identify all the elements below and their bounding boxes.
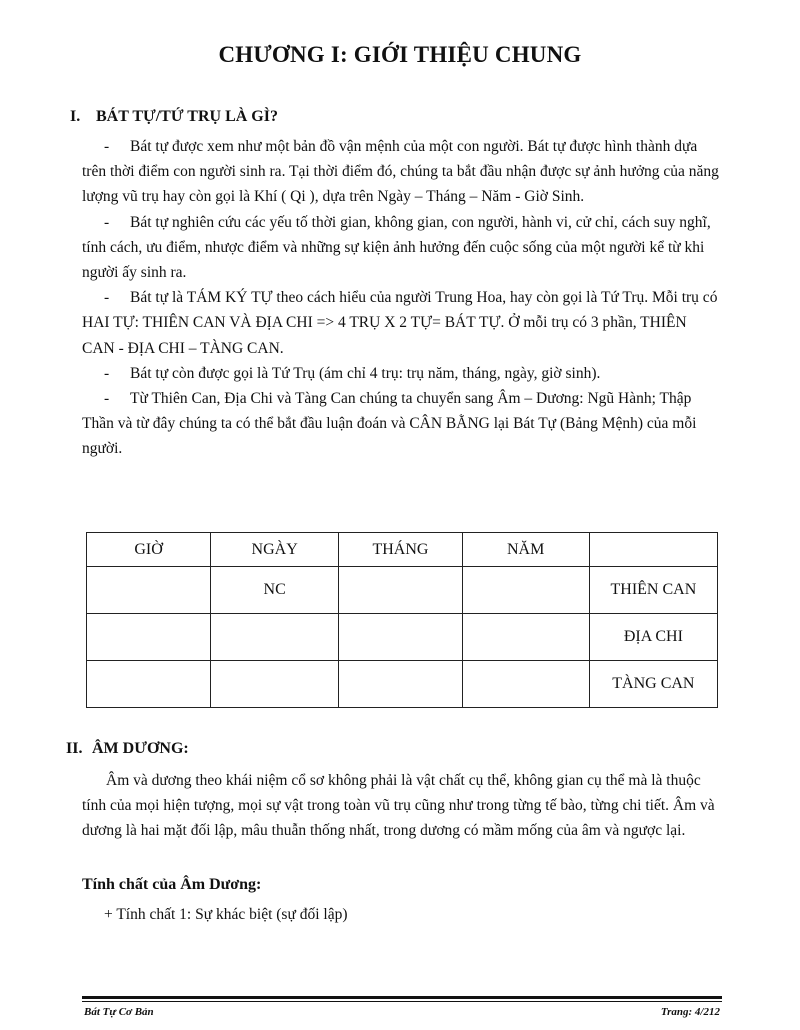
section-2-paragraph: Âm và dương theo khái niệm cổ sơ không phải là vật chất cụ thể, không gian cụ thể mà là thuộc tính của mọi hiện tượng, mọi sự vật trong toàn vũ trụ cũng như trong từng tế bào, từng chi tiết. Âm và dương là hai mặt đối lập, mâu thuẫn thống nhất, trong dương có mầm mống của âm và ngược lại.	[82, 772, 715, 840]
bullet-text: Bát tự được xem như một bản đồ vận mệnh của một con người. Bát tự được hình thành dựa trên thời điểm con người sinh ra. Tại thời điểm đó, chúng ta bắt đầu nhận được sự ảnh hưởng của năng lượng vũ trụ hay còn gọi là Khí ( Qi ), dựa trên Ngày – Tháng – Năm - Giờ Sinh.	[82, 138, 719, 206]
header-cell: NGÀY	[211, 533, 339, 567]
section-1-heading	[70, 108, 278, 126]
bullet-text: Bát tự còn được gọi là Tứ Trụ (ám chỉ 4 trụ: trụ năm, tháng, ngày, giờ sinh).	[130, 364, 601, 382]
footer-book-title: Bát Tự Cơ Bản	[84, 1006, 154, 1018]
table-cell	[87, 661, 211, 708]
bullet-paragraph: - Bát tự được xem như một bản đồ vận mệnh của một con người. Bát tự được hình thành dựa trên thời điểm con người sinh ra. Tại thời điểm đó, chúng ta bắt đầu nhận được sự ảnh hưởng của năng lượng vũ trụ hay còn gọi là Khí ( Qi ), dựa trên Ngày – Tháng – Năm - Giờ Sinh.	[82, 138, 719, 206]
header-cell: NĂM	[462, 533, 589, 567]
row-label-cell: ĐỊA CHI	[589, 614, 717, 661]
section-2-title: ÂM DƯƠNG:	[92, 740, 189, 757]
page-title: CHƯƠNG I: GIỚI THIỆU CHUNG	[218, 42, 582, 67]
section-2-number: II.	[66, 740, 83, 757]
table-cell: NC	[211, 567, 339, 614]
section-1-title: BÁT TỰ/TỨ TRỤ LÀ GÌ?	[96, 108, 278, 125]
row-label-cell: THIÊN CAN	[589, 567, 717, 614]
section-2-subheading: Tính chất của Âm Dương:	[82, 876, 262, 893]
footer-divider-thin	[82, 1001, 722, 1002]
table-header-row	[87, 533, 718, 567]
table-cell	[211, 614, 339, 661]
table-cell	[87, 567, 211, 614]
section-1-number: I.	[70, 108, 81, 125]
table-cell	[339, 661, 462, 708]
bullet-text: Bát tự là TÁM KÝ TỰ theo cách hiểu của người Trung Hoa, hay còn gọi là Tứ Trụ. Mỗi trụ có HAI TỰ: THIÊN CAN VÀ ĐỊA CHI => 4 TRỤ X 2 TỰ= BÁT TỰ. Ở mỗi trụ có 3 phần, THIÊN CAN - ĐỊA CHI – TÀNG CAN.	[82, 289, 718, 357]
bullet-text: Bát tự nghiên cứu các yếu tố thời gian, không gian, con người, hành vi, cử chỉ, cách suy nghĩ, tính cách, ưu điểm, nhược điểm và những sự kiện ảnh hưởng đến cuộc sống của một người kể từ khi người ấy sinh ra.	[82, 213, 711, 282]
bullet-text: Từ Thiên Can, Địa Chi và Tàng Can chúng ta chuyển sang Âm – Dương: Ngũ Hành; Thập Thần và từ đây chúng ta có thể bắt đầu luận đoán và CÂN BẰNG lại Bát Tự (Bảng Mệnh) của mỗi người.	[82, 390, 697, 458]
section-1-body	[82, 134, 722, 462]
section-2-body	[82, 768, 728, 844]
section-2-heading	[66, 740, 189, 758]
bullet-paragraph: - Bát tự còn được gọi là Tứ Trụ (ám chỉ 4 trụ: trụ năm, tháng, ngày, giờ sinh).	[104, 364, 601, 382]
bullet-paragraph: - Bát tự là TÁM KÝ TỰ theo cách hiểu của người Trung Hoa, hay còn gọi là Tứ Trụ. Mỗi trụ có HAI TỰ: THIÊN CAN VÀ ĐỊA CHI => 4 TRỤ X 2 TỰ= BÁT TỰ. Ở mỗi trụ có 3 phần, THIÊN CAN - ĐỊA CHI – TÀNG CAN.	[82, 289, 718, 357]
bullet-paragraph: - Bát tự nghiên cứu các yếu tố thời gian, không gian, con người, hành vi, cử chỉ, cách suy nghĩ, tính cách, ưu điểm, nhược điểm và những sự kiện ảnh hưởng đến cuộc sống của một người kể từ khi người ấy sinh ra.	[82, 213, 711, 282]
table-cell	[462, 567, 589, 614]
table-row	[87, 614, 718, 661]
table-cell	[462, 661, 589, 708]
table-cell	[87, 614, 211, 661]
header-cell	[589, 533, 717, 567]
header-cell: GIỜ	[87, 533, 211, 567]
footer-divider-thick	[82, 996, 722, 999]
footer-page-number: Trang: 4/212	[660, 1006, 720, 1018]
table-cell	[339, 614, 462, 661]
table-cell	[339, 567, 462, 614]
table-row	[87, 567, 718, 614]
four-pillars-table	[86, 532, 718, 708]
table-cell	[211, 661, 339, 708]
section-2-list-item: + Tính chất 1: Sự khác biệt (sự đối lập)	[104, 906, 348, 923]
bullet-paragraph: - Từ Thiên Can, Địa Chi và Tàng Can chúng ta chuyển sang Âm – Dương: Ngũ Hành; Thập Thần và từ đây chúng ta có thể bắt đầu luận đoán và CÂN BẰNG lại Bát Tự (Bảng Mệnh) của mỗi người.	[82, 390, 697, 458]
table-cell	[462, 614, 589, 661]
row-label-cell: TÀNG CAN	[589, 661, 717, 708]
header-cell: THÁNG	[339, 533, 462, 567]
table-row	[87, 661, 718, 708]
